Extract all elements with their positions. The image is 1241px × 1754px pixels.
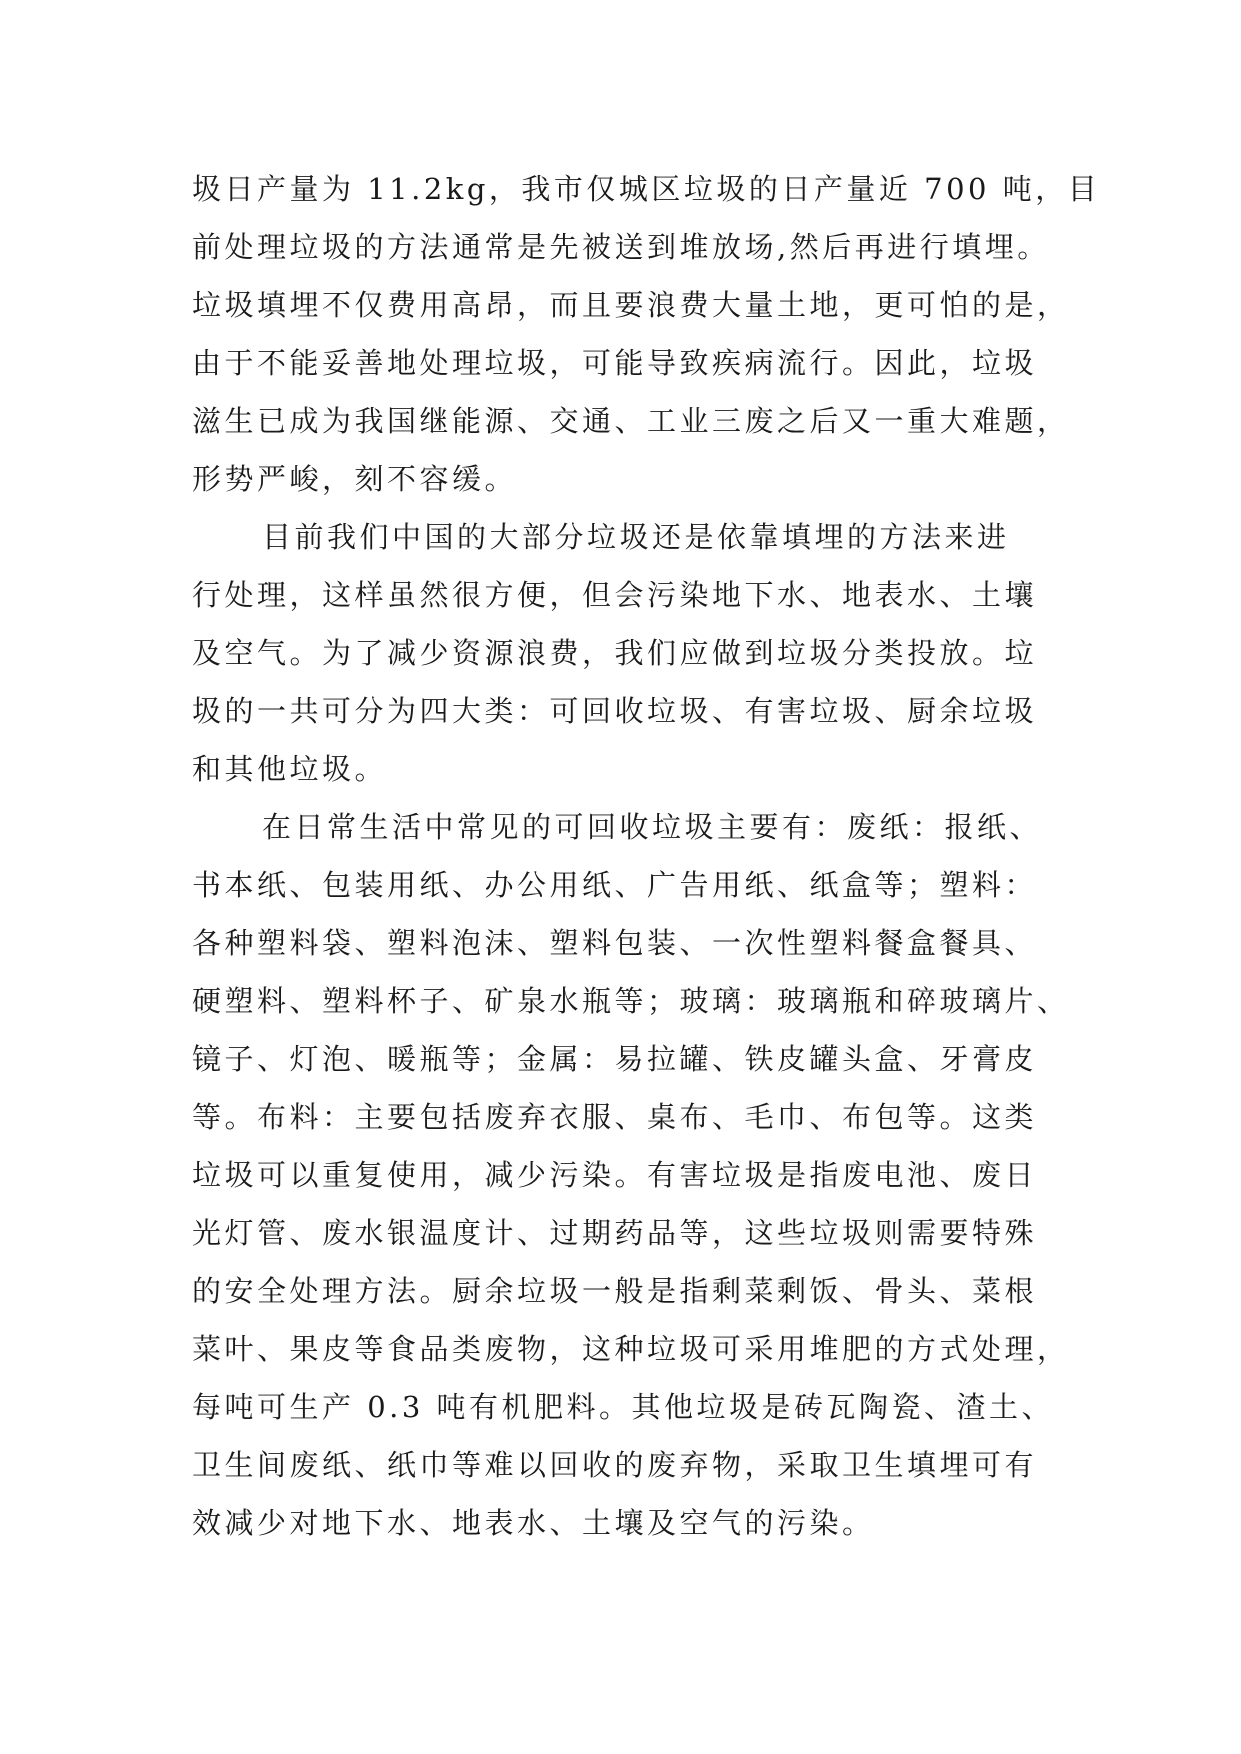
text-line: 及空气。为了减少资源浪费，我们应做到垃圾分类投放。垃 (192, 636, 1038, 670)
paragraph-start-line: 目前我们中国的大部分垃圾还是依靠填埋的方法来进 (262, 520, 1010, 554)
text-line: 光灯管、废水银温度计、过期药品等，这些垃圾则需要特殊 (192, 1216, 1038, 1250)
paragraph-start-line: 在日常生活中常见的可回收垃圾主要有：废纸：报纸、 (262, 810, 1043, 844)
text-line: 圾日产量为 11.2kg，我市仅城区垃圾的日产量近 700 吨，目 (192, 172, 1101, 206)
text-line: 和其他垃圾。 (192, 752, 388, 786)
text-line: 的安全处理方法。厨余垃圾一般是指剩菜剩饭、骨头、菜根 (192, 1274, 1038, 1308)
text-line: 效减少对地下水、地表水、土壤及空气的污染。 (192, 1506, 875, 1540)
text-line: 圾的一共可分为四大类：可回收垃圾、有害垃圾、厨余垃圾 (192, 694, 1038, 728)
text-line: 书本纸、包装用纸、办公用纸、广告用纸、纸盒等；塑料： (192, 868, 1038, 902)
body-text (192, 160, 1101, 1552)
text-line: 硬塑料、塑料杯子、矿泉水瓶等；玻璃：玻璃瓶和碎玻璃片、 (192, 984, 1070, 1018)
text-line: 卫生间废纸、纸巾等难以回收的废弃物，采取卫生填埋可有 (192, 1448, 1038, 1482)
text-line: 形势严峻，刻不容缓。 (192, 462, 518, 496)
text-line: 滋生已成为我国继能源、交通、工业三废之后又一重大难题， (192, 404, 1070, 438)
text-line: 由于不能妥善地处理垃圾，可能导致疾病流行。因此，垃圾 (192, 346, 1038, 380)
text-line: 各种塑料袋、塑料泡沫、塑料包装、一次性塑料餐盒餐具、 (192, 926, 1038, 960)
text-line: 垃圾可以重复使用，减少污染。有害垃圾是指废电池、废日 (192, 1158, 1038, 1192)
text-line: 垃圾填埋不仅费用高昂，而且要浪费大量土地，更可怕的是， (192, 288, 1070, 322)
text-line: 等。布料：主要包括废弃衣服、桌布、毛巾、布包等。这类 (192, 1100, 1038, 1134)
text-line: 菜叶、果皮等食品类废物，这种垃圾可采用堆肥的方式处理， (192, 1332, 1070, 1366)
text-line: 行处理，这样虽然很方便，但会污染地下水、地表水、土壤 (192, 578, 1038, 612)
text-line: 镜子、灯泡、暖瓶等；金属：易拉罐、铁皮罐头盒、牙膏皮 (192, 1042, 1038, 1076)
text-line: 前处理垃圾的方法通常是先被送到堆放场,然后再进行填埋。 (192, 230, 1050, 264)
text-line: 每吨可生产 0.3 吨有机肥料。其他垃圾是砖瓦陶瓷、渣土、 (192, 1390, 1055, 1424)
